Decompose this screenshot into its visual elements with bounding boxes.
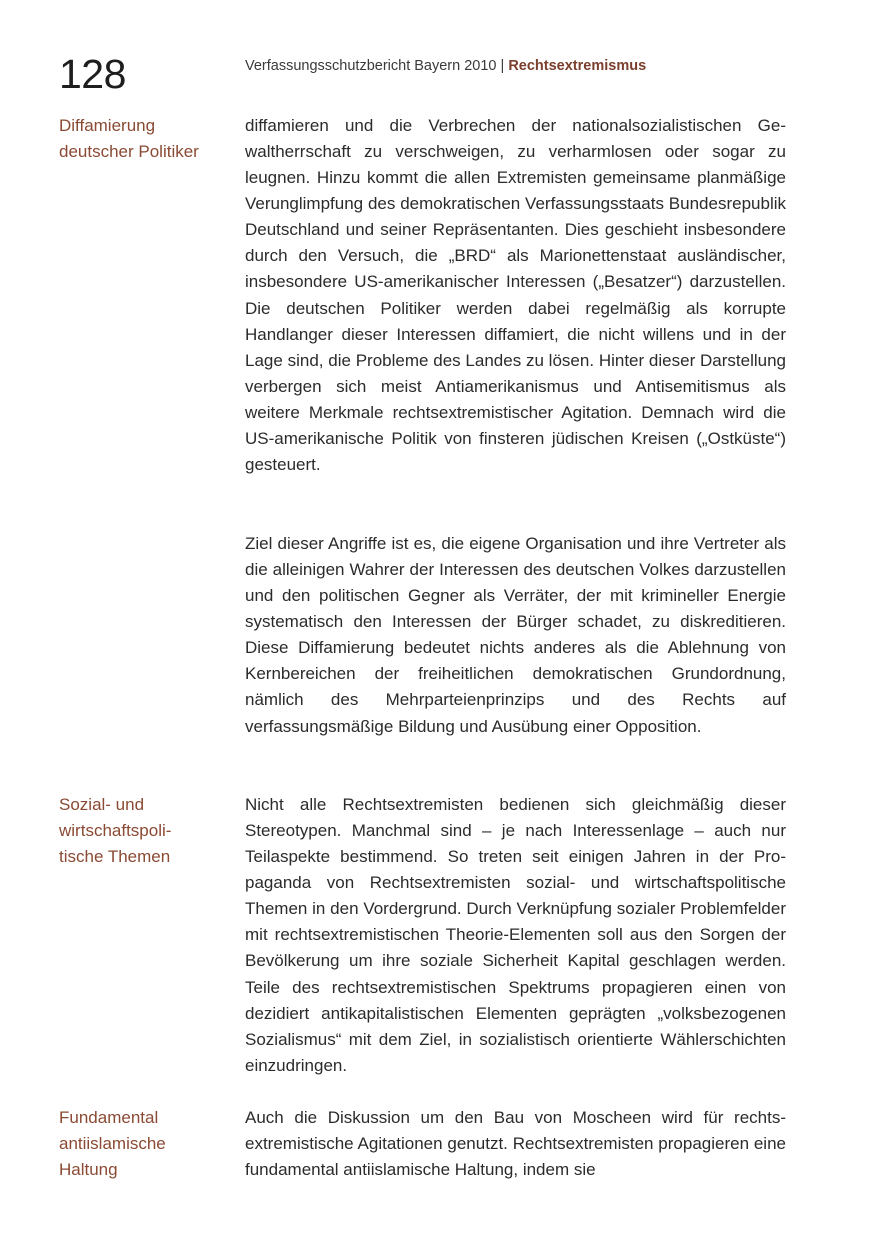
header-separator: | — [500, 58, 505, 74]
paragraph-diffamierung-1: diffamieren und die Verbrechen der nationalsozialistischen Gewaltherrschaft zu verschweigen, zu verharmlosen oder sogar zu leugnen. Hinzu kommt die allen Extremisten gemeinsame planmäßige Verunglimpfung des demokratischen Verfassungsstaats Bundesrepublik Deutschland und seiner Repräsentanten. Dies geschieht insbesondere durch den Versuch, die „BRD“ als Marionettenstaat ausländischer, insbesondere US-amerikanischer Interessen („Besatzer“) darzustellen. Die deutschen Politiker werden dabei regelmäßig als korrupte Handlanger dieser Interessen diffamiert, die nicht willens und in der Lage sind, die Probleme des Landes zu lösen. Hinter dieser Darstellung verbergen sich meist Antiamerikanismus und Antisemitismus als weitere Merkmale rechtsextremistischer Agitation. Demnach wird die US-amerikanische Politik von finsteren jüdischen Kreisen („Ostküste“) gesteuert. — [245, 116, 786, 475]
margin-heading-line: wirtschaftspoli- — [59, 821, 172, 840]
page-number: 128 — [59, 51, 126, 97]
margin-heading-line: tische Themen — [59, 847, 171, 866]
margin-heading-line: Sozial- und — [59, 795, 145, 814]
margin-heading-line: Diffamierung — [59, 116, 156, 135]
margin-heading-sozial — [59, 792, 234, 870]
paragraph-sozial: Nicht alle Rechtsextremisten bedienen sich gleichmäßig dieser Stereotypen. Manchmal sind – je nach Interessenlage – auch nur Teilaspekte bestimmend. So treten seit einigen Jahren in der Propaganda von Rechtsextremisten sozial- und wirtschaftspolitische Themen in den Vordergrund. Durch Verknüpfung sozialer Problemfelder mit rechtsextremistischen Theorie-Elementen soll aus den Sorgen der Bevölkerung um ihre soziale Sicherheit Kapital geschlagen werden. Teile des rechtsextremistischen Spektrums propagieren einen von dezidiert antikapitalistischen Elementen geprägten „volksbezogenen Sozialismus“ mit dem Ziel, in sozialistisch orientierte Wählerschichten einzudringen. — [245, 795, 786, 1075]
publication-title: Verfassungsschutzbericht Bayern 2010 — [245, 58, 497, 74]
paragraph-diffamierung-2: Ziel dieser Angriffe ist es, die eigene Organisation und ihre Vertreter als die alleinigen Wahrer der Interessen des deutschen Volkes darzustellen und den politischen Gegner als Verräter, der mit krimineller Energie systematisch den Interessen der Bürger schadet, zu diskreditieren. Diese Diffamierung bedeutet nichts anderes als die Ablehnung von Kernbereichen der freiheitlichen demokratischen Grundordnung, nämlich des Mehrparteienprinzips und des Rechts auf verfassungsmäßige Bildung und Ausübung einer Opposition. — [245, 534, 786, 736]
margin-heading-line: deutscher Politiker — [59, 142, 199, 161]
margin-heading-line: Fundamental — [59, 1108, 159, 1127]
running-header — [245, 57, 646, 75]
margin-heading-antiislamisch — [59, 1105, 234, 1183]
margin-heading-line: antiislamische — [59, 1134, 166, 1153]
margin-heading-diffamierung — [59, 113, 234, 165]
margin-heading-line: Haltung — [59, 1160, 118, 1179]
paragraph-antiislamisch: Auch die Diskussion um den Bau von Moscheen wird für rechtsextremistische Agitationen genutzt. Rechtsextremisten propagieren eine fundamental antiislamische Haltung, indem sie — [245, 1108, 786, 1180]
section-title: Rechtsextremismus — [508, 58, 647, 74]
